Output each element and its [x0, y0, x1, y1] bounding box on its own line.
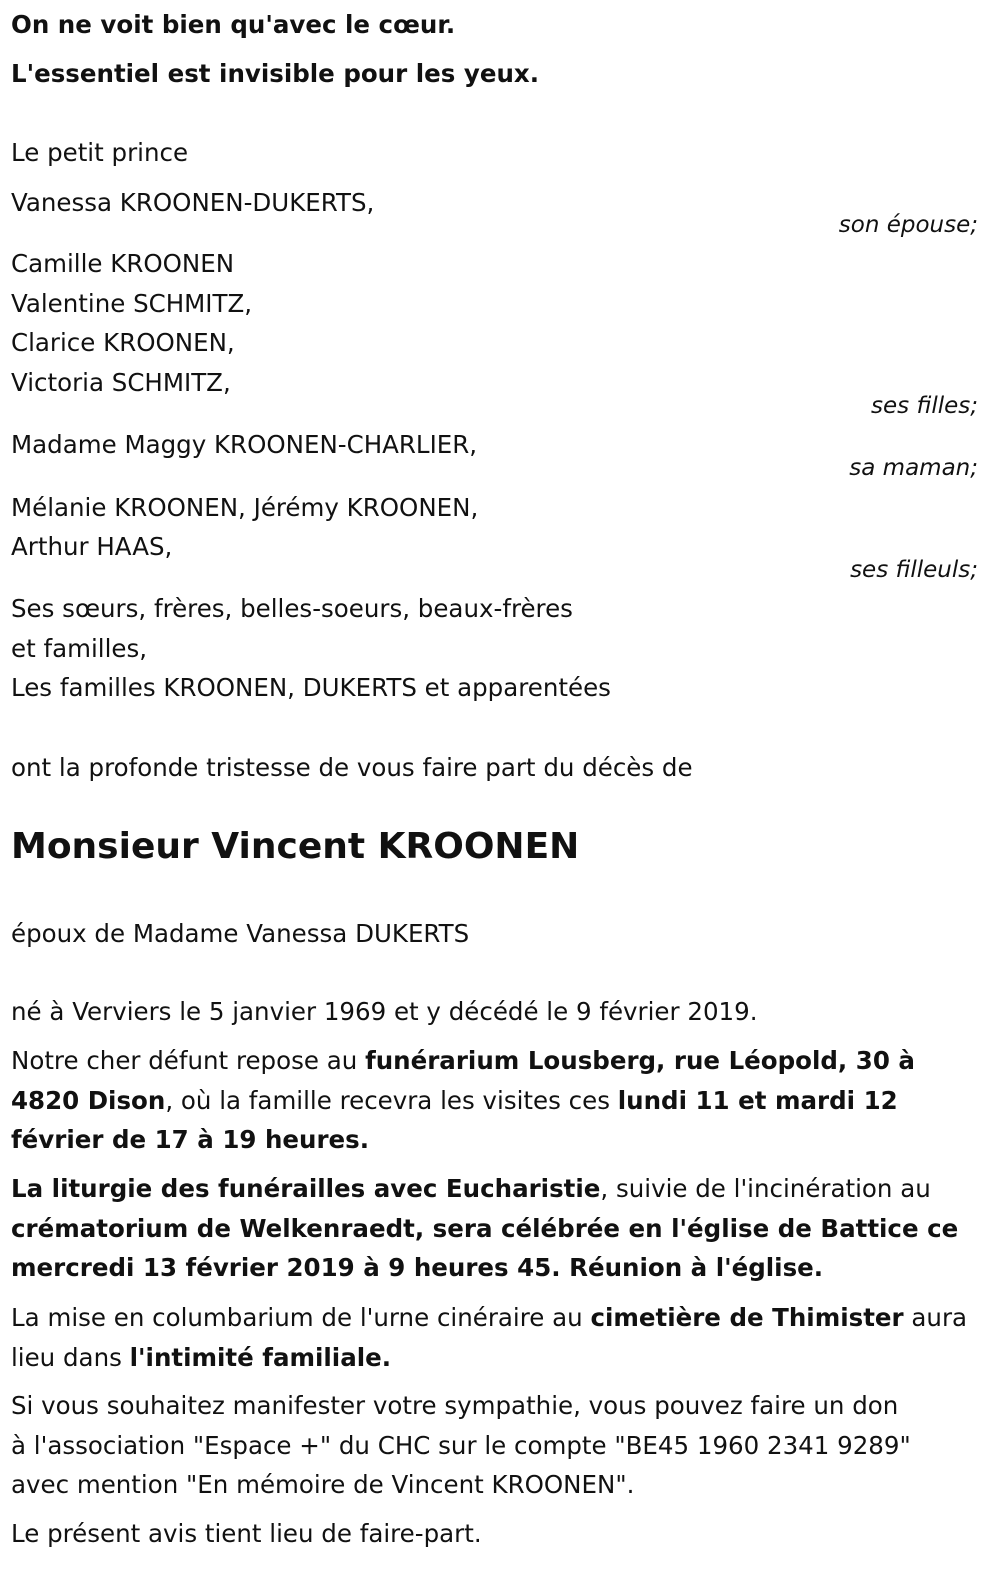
liturgy-title: La liturgie des funérailles avec Eucharistie — [11, 1174, 601, 1203]
closing-note: Le présent avis tient lieu de faire-part. — [11, 1519, 482, 1548]
godchildren-line-2: Arthur HAAS, — [11, 532, 173, 561]
mother-role: sa maman; — [849, 455, 978, 481]
daughter-2: Valentine SCHMITZ, — [11, 289, 253, 318]
family-mother: Madame Maggy KROONEN-CHARLIER, — [11, 430, 478, 459]
daughters-role: ses filles; — [871, 393, 978, 419]
daughter-3: Clarice KROONEN, — [11, 328, 235, 357]
visitation-dates: lundi 11 et mardi 12 février de 17 à 19 heures. — [11, 1085, 898, 1154]
donation-line-2: à l'association "Espace +" du CHC sur le compte "BE45 1960 2341 9289" — [11, 1431, 911, 1460]
daughter-1: Camille KROONEN — [11, 249, 235, 278]
columbarium-paragraph — [11, 1298, 971, 1377]
deceased-relation: époux de Madame Vanessa DUKERTS — [11, 919, 470, 948]
others-line-2: et familles, — [11, 634, 148, 663]
ceremony-details: crématorium de Welkenraedt, sera célébrée en l'église de Battice ce mercredi 13 février 2019 à 9 heures 45. Réunion à l'église. — [11, 1213, 959, 1282]
funerarium-address: funérarium Lousberg, rue Léopold, 30 à 4820 Dison — [11, 1046, 915, 1115]
funeral-text-1: , suivie de l'incinération au — [600, 1174, 931, 1203]
announcement: ont la profonde tristesse de vous faire part du décès de — [11, 753, 693, 782]
cemetery-name: cimetière de Thimister — [590, 1303, 904, 1332]
visitation-text-1: Notre cher défunt repose au — [11, 1046, 366, 1075]
quote-source: Le petit prince — [11, 138, 189, 167]
family-spouse: Vanessa KROONEN-DUKERTS, — [11, 188, 375, 217]
others-line-3: Les familles KROONEN, DUKERTS et apparentées — [11, 673, 611, 702]
quote-line-1: On ne voit bien qu'avec le cœur. — [11, 10, 456, 39]
donation-line-1: Si vous souhaitez manifester votre sympathie, vous pouvez faire un don — [11, 1391, 899, 1420]
godchildren-line-1: Mélanie KROONEN, Jérémy KROONEN, — [11, 493, 479, 522]
columbarium-text-1: La mise en columbarium de l'urne cinéraire au — [11, 1303, 591, 1332]
godchildren-role: ses filleuls; — [850, 557, 978, 583]
daughter-4: Victoria SCHMITZ, — [11, 368, 231, 397]
columbarium-text-2: aura lieu dans — [11, 1303, 968, 1372]
donation-line-3: avec mention "En mémoire de Vincent KROONEN". — [11, 1470, 635, 1499]
funeral-paragraph — [11, 1169, 971, 1288]
birth-death: né à Verviers le 5 janvier 1969 et y décédé le 9 février 2019. — [11, 997, 758, 1026]
others-line-1: Ses sœurs, frères, belles-soeurs, beaux-frères — [11, 594, 573, 623]
visitation-text-2: , où la famille recevra les visites ces — [165, 1085, 618, 1115]
deceased-name: Monsieur Vincent KROONEN — [11, 826, 580, 867]
quote-line-2: L'essentiel est invisible pour les yeux. — [11, 59, 540, 88]
privacy-note: l'intimité familiale. — [129, 1342, 392, 1372]
spouse-role: son épouse; — [838, 212, 978, 238]
visitation-paragraph — [11, 1041, 971, 1160]
